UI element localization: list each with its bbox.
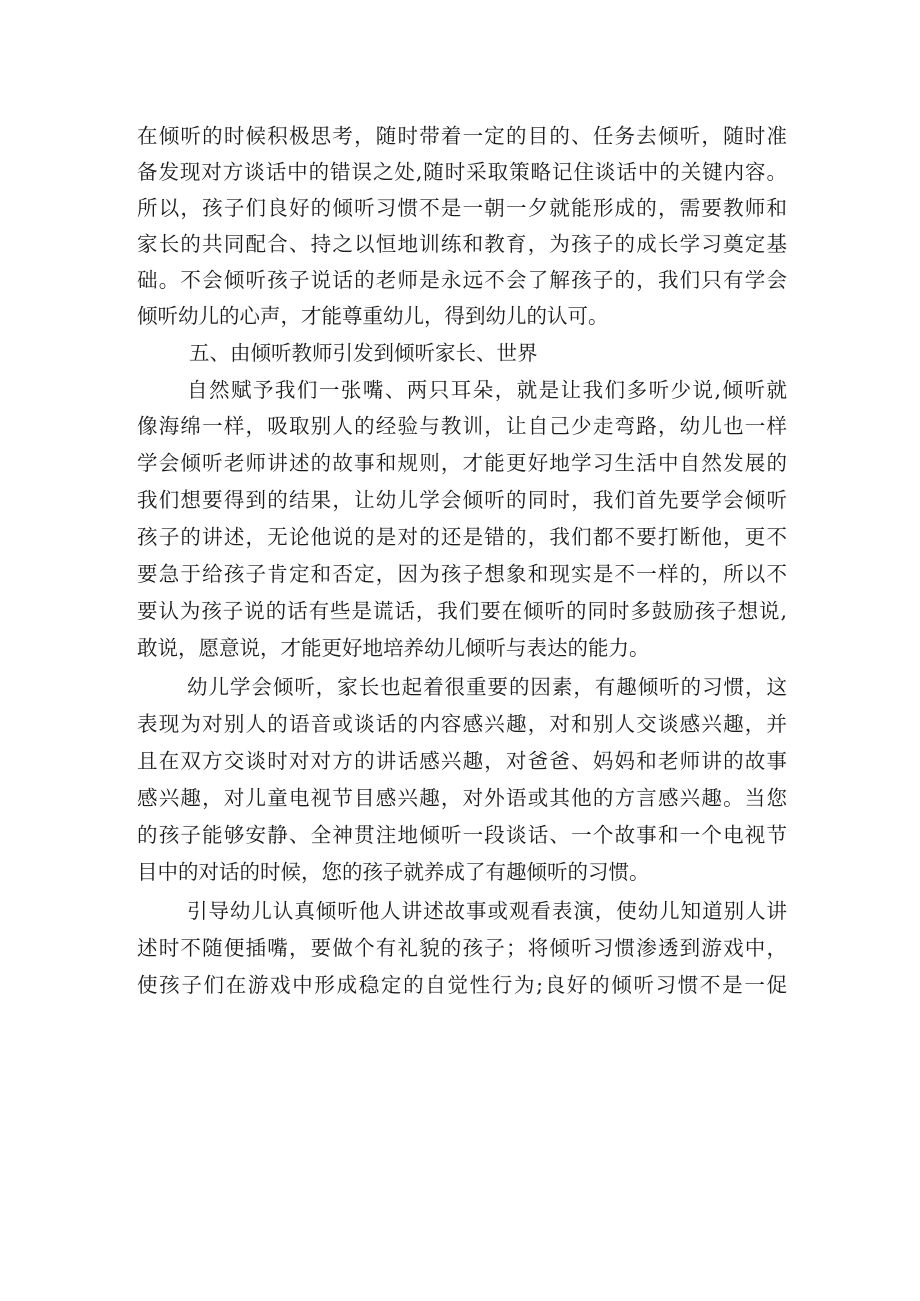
- paragraph: [137, 893, 787, 1004]
- paragraph: [137, 669, 787, 891]
- text-line: 目中的对话的时候，您的孩子就养成了有趣倾听的习惯。: [137, 860, 650, 884]
- text-line: 像海绵一样，吸取别人的经验与教训，让自己少走弯路，幼儿也一样: [137, 414, 787, 438]
- text-line: 引导幼儿认真倾听他人讲述故事或观看表演，使幼儿知道别人讲: [187, 899, 787, 923]
- text-line: 我们想要得到的结果，让幼儿学会倾听的同时，我们首先要学会倾听: [137, 488, 787, 512]
- text-line: 自然赋予我们一张嘴、两只耳朵，就是让我们多听少说,倾听就: [187, 378, 787, 402]
- text-line: 幼儿学会倾听，家长也起着很重要的因素，有趣倾听的习惯，这: [187, 675, 787, 699]
- document-body: [137, 118, 787, 1004]
- text-line: 的孩子能够安静、全神贯注地倾听一段谈话、一个故事和一个电视节: [137, 823, 787, 847]
- text-line: 敢说，愿意说，才能更好地培养幼儿倾听与表达的能力。: [137, 636, 650, 660]
- text-line: 使孩子们在游戏中形成稳定的自觉性行为;良好的倾听习惯不是一促: [137, 973, 787, 997]
- section-heading: [137, 335, 787, 371]
- text-line: 家长的共同配合、持之以恒地训练和教育，为孩子的成长学习奠定基: [137, 232, 787, 256]
- text-line: 所以，孩子们良好的倾听习惯不是一朝一夕就能形成的，需要教师和: [137, 196, 787, 220]
- paragraph: [137, 118, 787, 334]
- text-line: 础。不会倾听孩子说话的老师是永远不会了解孩子的，我们只有学会: [137, 268, 787, 292]
- text-line: 要急于给孩子肯定和否定，因为孩子想象和现实是不一样的，所以不: [137, 562, 787, 586]
- text-line: 要认为孩子说的话有些是谎话，我们要在倾听的同时多鼓励孩子想说,: [137, 599, 787, 623]
- text-line: 且在双方交谈时对对方的讲话感兴趣，对爸爸、妈妈和老师讲的故事: [137, 749, 787, 773]
- text-line: 在倾听的时候积极思考，随时带着一定的目的、任务去倾听，随时准: [137, 124, 787, 148]
- text-line: 述时不随便插嘴，要做个有礼貌的孩子；将倾听习惯渗透到游戏中，: [137, 936, 787, 960]
- text-line: 倾听幼儿的心声，才能尊重幼儿，得到幼儿的认可。: [137, 304, 609, 328]
- heading-text: 五、由倾听教师引发到倾听家长、世界: [189, 341, 538, 365]
- text-line: 表现为对别人的语音或谈话的内容感兴趣，对和别人交谈感兴趣，并: [137, 712, 787, 736]
- text-line: 孩子的讲述，无论他说的是对的还是错的，我们都不要打断他，更不: [137, 525, 787, 549]
- text-line: 感兴趣，对儿童电视节目感兴趣，对外语或其他的方言感兴趣。当您: [137, 786, 787, 810]
- paragraph: [137, 372, 787, 667]
- text-line: 学会倾听老师讲述的故事和规则，才能更好地学习生活中自然发展的: [137, 451, 787, 475]
- text-line: 备发现对方谈话中的错误之处,随时采取策略记住谈话中的关键内容。: [137, 160, 787, 184]
